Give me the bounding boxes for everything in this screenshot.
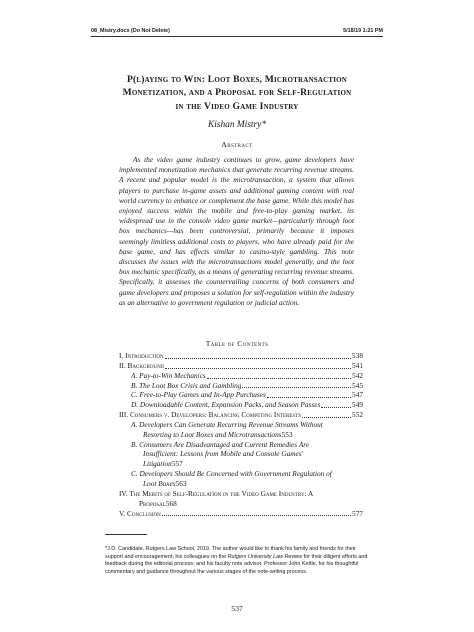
toc-leader bbox=[165, 368, 351, 369]
toc-label-line-2: Insufficient: Lessons from Mobile and Console Games' bbox=[143, 449, 304, 459]
toc-page: 552 bbox=[352, 410, 363, 420]
header-filename: 08_Mistry.docx (Do Not Delete) bbox=[91, 28, 170, 34]
toc-leader bbox=[321, 407, 351, 408]
toc-label: C. Free-to-Play Games and In-App Purchases bbox=[131, 390, 266, 400]
toc-entry-self-regulation[interactable] bbox=[119, 489, 363, 509]
toc-page: 568 bbox=[165, 498, 177, 508]
toc-entry-loot-box-crisis[interactable] bbox=[119, 381, 363, 391]
author-name: Kishan Mistry* bbox=[207, 120, 267, 130]
toc-label: II. Background bbox=[119, 360, 165, 370]
toc-entry-government-regulation[interactable] bbox=[119, 469, 363, 489]
toc-label: III. Consumers v. Developers: Balancing Competing Interests bbox=[119, 410, 302, 420]
toc-entry-consumers-v-developers[interactable] bbox=[119, 410, 363, 420]
toc-label-line-2: Resorting to Loot Boxes and Microtransactions bbox=[143, 429, 282, 439]
abstract-text: As the video game industry continues to grow, game developers have implemented monetization mechanics that generate recurring revenue streams. A recent and popular model is the microtransaction, a system that allows players to purchase in-game assets and additional gaming content with real world currency to enhance or complement the base game. While this model has enjoyed success within the mobile and free-to-play gaming market, its widespread use in the console video game market—particularly through loot box mechanics—has been controversial, primarily because it imposes seemingly limitless additional costs to players, who have already paid for the base game, and has effects similar to casino-style gambling. This note discusses the issues with the microtransactions model generally, and the loot box mechanic specifically, as a means of generating recurring revenue streams. Specifically, it assesses the countervailing concerns of both consumers and game developers and proposes a solution for self-regulation within the industry as an alternative to government regulation or judicial action. bbox=[119, 155, 354, 307]
toc-label-line-2: Loot Boxes bbox=[143, 478, 176, 488]
toc-page: 557 bbox=[171, 459, 183, 469]
toc-label-line-1: IV. The Merits of Self-Regulation in the Video Game Industry: A bbox=[119, 488, 314, 498]
toc-page: 541 bbox=[352, 360, 363, 370]
toc-entry-pay-to-win[interactable] bbox=[119, 371, 363, 381]
toc-label: A. Pay-to-Win Mechanics bbox=[131, 370, 206, 380]
toc-entry-conclusion[interactable] bbox=[119, 509, 363, 519]
toc-page: 538 bbox=[352, 351, 363, 360]
toc-page: 563 bbox=[175, 478, 187, 488]
footnote-journal-name: Rutgers University Law Review bbox=[227, 553, 303, 560]
toc-label-line-1: B. Consumers Are Disadvantaged and Current Remedies Are bbox=[131, 439, 310, 449]
toc-page: 577 bbox=[352, 508, 363, 518]
toc-page: 547 bbox=[352, 390, 363, 400]
toc-label-line-1: C. Developers Should Be Concerned with Government Regulation of bbox=[131, 469, 332, 479]
toc-entry-consumers-disadvantaged[interactable] bbox=[119, 440, 363, 470]
title-line-3: in the Video Game Industry bbox=[175, 100, 299, 112]
footnote-text-end: for their diligent efforts and feedback during the editorial process; and his faculty note advisor, Professor John Kettle, for his thoughtful commentary and guidance throughout the various stages of the note-writing process. bbox=[105, 553, 368, 575]
toc-entry-introduction[interactable] bbox=[119, 351, 363, 361]
toc-leader bbox=[165, 358, 351, 359]
title-line-1: P(l)aying to Win: Loot Boxes, Microtransaction bbox=[126, 74, 348, 85]
toc-page: 549 bbox=[352, 400, 363, 410]
toc-label: B. The Loot Box Crisis and Gambling bbox=[131, 380, 242, 390]
table-of-contents bbox=[119, 351, 363, 518]
header-timestamp: 5/18/19 1:21 PM bbox=[343, 28, 383, 34]
abstract-heading: Abstract bbox=[221, 140, 253, 149]
toc-heading: Table of Contents bbox=[205, 339, 269, 348]
toc-entry-background[interactable] bbox=[119, 361, 363, 371]
toc-label: V. Conclusion bbox=[119, 508, 161, 518]
toc-leader bbox=[162, 515, 351, 516]
title-line-2: Monetization, and a Proposal for Self-Regulation bbox=[122, 87, 352, 99]
toc-label-line-3: Litigation bbox=[143, 459, 172, 469]
toc-page: 542 bbox=[352, 370, 363, 380]
toc-leader bbox=[267, 397, 351, 398]
toc-leader bbox=[207, 378, 351, 379]
footnote-text-start: *J.D. Candidate, Rutgers Law School, 2019. The author would like to thank his family and friends for their support and encouragement; his colleagues on the bbox=[105, 546, 356, 560]
toc-page: 545 bbox=[352, 380, 363, 390]
toc-label: I. Introduction bbox=[119, 351, 164, 360]
author-footnote bbox=[105, 546, 368, 576]
toc-page: 553 bbox=[281, 429, 293, 439]
running-header bbox=[91, 28, 383, 37]
article-title bbox=[100, 73, 374, 113]
toc-entry-downloadable-content[interactable] bbox=[119, 400, 363, 410]
toc-entry-recurring-revenue[interactable] bbox=[119, 420, 363, 440]
footnote-divider bbox=[105, 534, 147, 535]
toc-label-line-2: Proposal bbox=[139, 498, 166, 508]
toc-label-line-1: A. Developers Can Generate Recurring Revenue Streams Without bbox=[131, 419, 323, 429]
page-number: 537 bbox=[231, 604, 243, 613]
toc-leader bbox=[302, 417, 351, 418]
toc-entry-free-to-play[interactable] bbox=[119, 390, 363, 400]
toc-leader bbox=[242, 387, 351, 388]
toc-label: D. Downloadable Content, Expansion Packs, and Season Passes bbox=[131, 400, 321, 410]
